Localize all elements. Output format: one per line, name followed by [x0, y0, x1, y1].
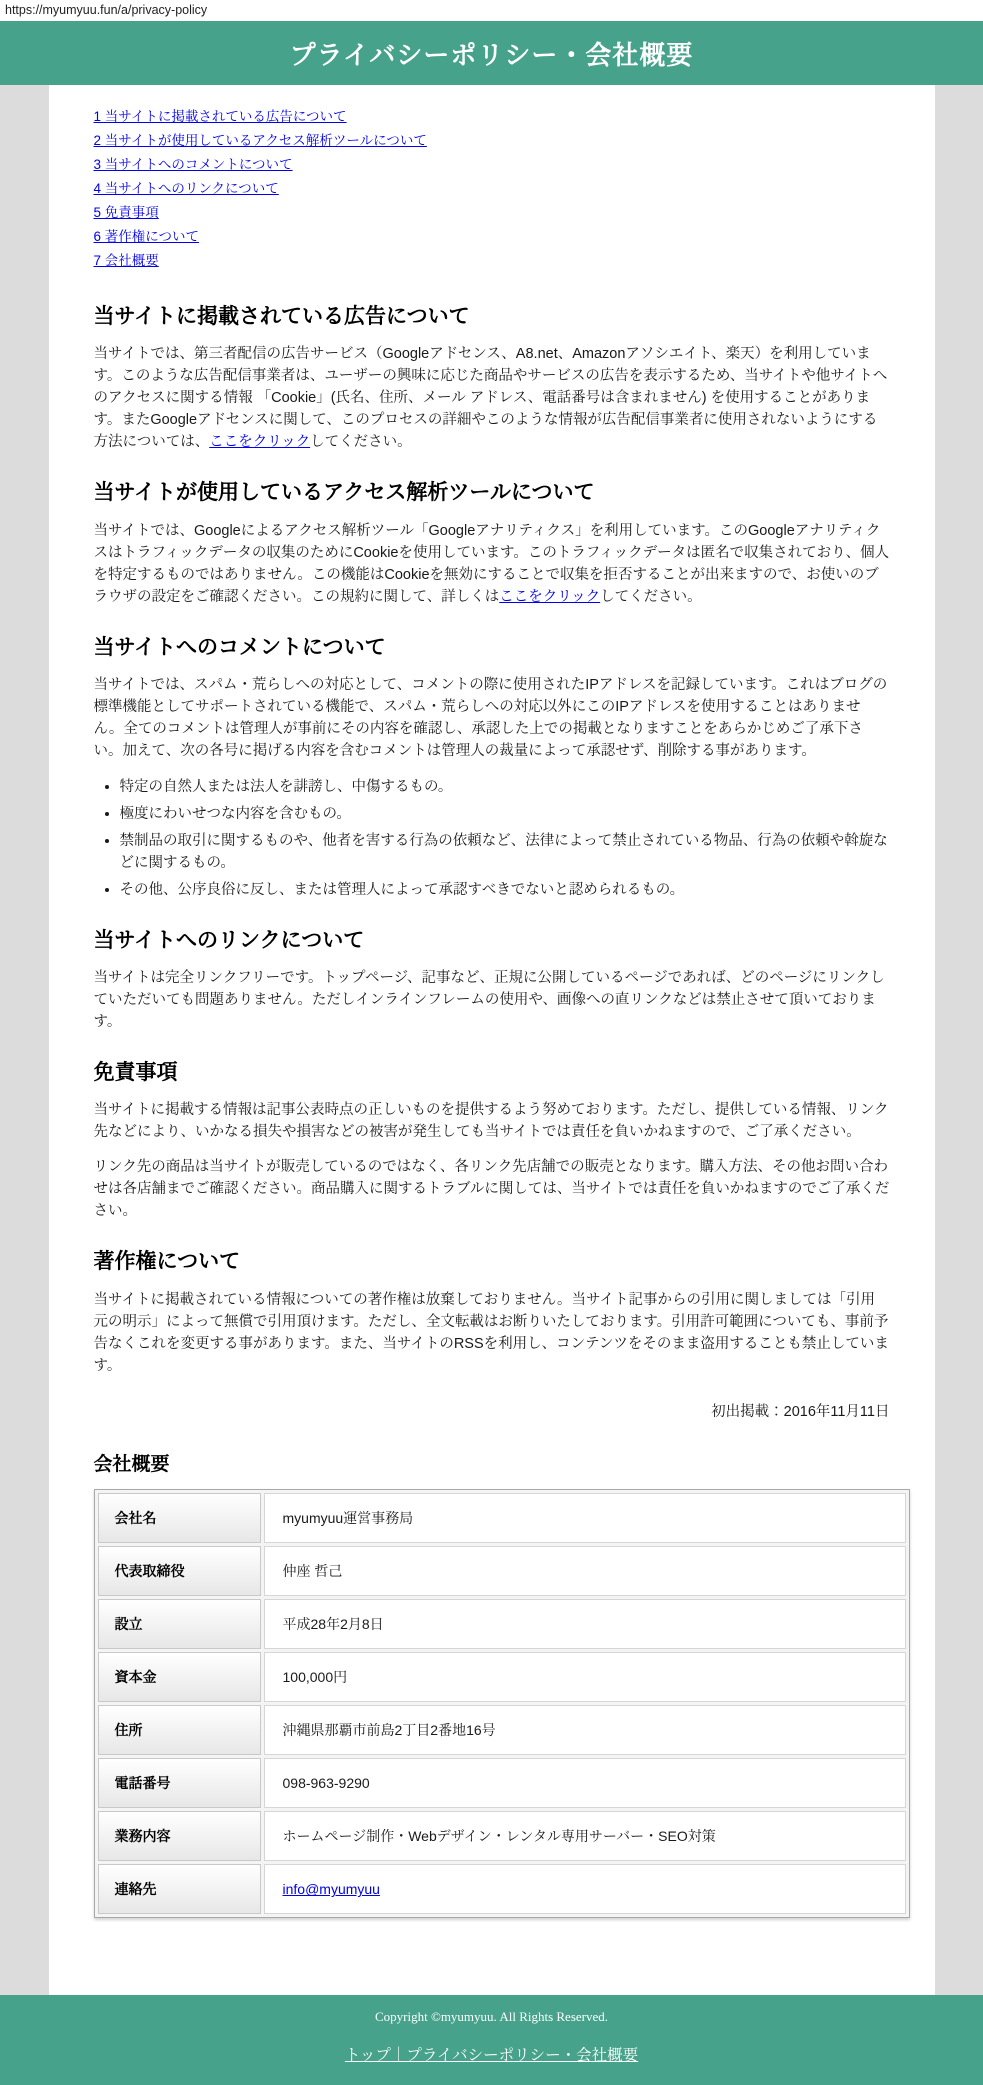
section-body-comments: 当サイトでは、スパム・荒らしへの対応として、コメントの際に使用されたIPアドレスを記録しています。これはブログの標準機能としてサポートされている機能で、スパム・荒らしへの対応以外にこのIPアドレスを使用することはありません。全てのコメントは管理人が事前にその内容を確認し、承認した上での掲載となりますことをあらかじめご了承下さい。加えて、次の各号に掲げる内容を含むコメントは管理人の裁量によって承認せず、削除する事があります。	[93, 676, 888, 759]
toc-link-company[interactable]: 7 会社概要	[93, 253, 159, 268]
company-field-label: 会社名	[98, 1493, 261, 1543]
disclaimer-paragraph-1: 当サイトに掲載する情報は記事公表時点の正しいものを提供するよう努めております。ただし、提供している情報、リンク先などにより、いかなる損失や損害などの被害が発生しても当サイトでは責任を負いかねますので、ご了承ください。	[93, 1102, 889, 1141]
company-field-label: 電話番号	[98, 1758, 261, 1808]
company-field-value: 098-963-9290	[264, 1758, 906, 1808]
site-footer	[0, 1995, 983, 2085]
company-field-label: 設立	[98, 1599, 261, 1649]
table-of-contents	[94, 105, 890, 277]
section-heading-comments: 当サイトへのコメントについて	[93, 635, 386, 659]
section-heading-ads: 当サイトに掲載されている広告について	[93, 305, 470, 328]
table-row	[98, 1546, 906, 1596]
first-published-date: 初出掲載：2016年11月11日	[711, 1403, 890, 1420]
analytics-text-before: 当サイトでは、Googleによるアクセス解析ツール「Googleアナリティクス」を利用しています。このGoogleアナリティクスはトラフィックデータの収集のためにCookieを使用しています。このトラフィックデータは匿名で収集されており、個人を特定するものではありません。この機能はCookieを無効にすることで収集を拒否することが出来ますので、お使いのブラウザの設定をご確認ください。この規約に関して、詳しくは	[93, 522, 890, 605]
contact-email-link[interactable]: info@myumyuu	[282, 1881, 380, 1898]
analytics-terms-link[interactable]: ここをクリック	[499, 588, 601, 605]
section-body-copyright: 当サイトに掲載されている情報についての著作権は放棄しておりません。当サイト記事からの引用に関しましては「引用元の明示」によって無償で引用頂けます。ただし、全文転載はお断りいたしております。引用許可範囲についても、事前予告なくこれを変更する事があります。また、当サイトのRSSを利用し、コンテンツをそのまま盗用することも禁止しています。	[93, 1291, 889, 1374]
toc-link-links[interactable]: 4 当サイトへのリンクについて	[93, 181, 279, 196]
ads-text-after: してください。	[310, 434, 412, 451]
ads-text-before: 当サイトでは、第三者配信の広告サービス（Googleアドセンス、A8.net、Amazonアソシエイト、楽天）を利用しています。このような広告配信事業者は、ユーザーの興味に応じた商品やサービスの広告を表示するため、当サイトや他サイトへのアクセスに関する情報 「Cookie」(氏名、住所、メール アドレス、電話番号は含まれません) を使用することがあります。またGoogleアドセンスに関して、このプロセスの詳細やこのような情報が広告配信事業者に使用されないようにする方法については、	[93, 346, 888, 451]
url-text: https://myumyuu.fun/a/privacy-policy	[5, 3, 208, 17]
company-field-value: myumyuu運営事務局	[264, 1493, 906, 1543]
url-bar	[0, 0, 983, 21]
list-item: • 禁制品の取引に関するものや、他者を害する行為の依頼など、法律によって禁止されている物品、行為の依頼や斡旋などに関するもの。	[120, 830, 890, 874]
toc-item	[94, 225, 890, 249]
company-field-value: 100,000円	[264, 1652, 906, 1702]
list-item: • 特定の自然人または法人を誹謗し、中傷するもの。	[120, 776, 890, 798]
company-field-label: 資本金	[98, 1652, 261, 1702]
company-field-label: 住所	[98, 1705, 261, 1755]
toc-item	[94, 201, 890, 225]
toc-item	[94, 177, 890, 201]
table-row	[98, 1493, 906, 1543]
company-field-label: 代表取締役	[98, 1546, 261, 1596]
table-row	[98, 1705, 906, 1755]
list-item: • その他、公序良俗に反し、または管理人によって承認すべきでないと認められるもの。	[120, 879, 890, 901]
toc-item	[94, 249, 890, 273]
table-row	[98, 1758, 906, 1808]
section-heading-copyright: 著作権について	[93, 1250, 241, 1274]
company-field-value: 平成28年2月8日	[264, 1599, 906, 1649]
company-info-table	[94, 1489, 910, 1918]
company-field-value: 沖縄県那覇市前島2丁目2番地16号	[264, 1705, 906, 1755]
footer-nav-link[interactable]: トップ｜プライバシーポリシー・会社概要	[344, 2047, 639, 2064]
table-row	[98, 1864, 906, 1914]
toc-item	[94, 129, 890, 153]
toc-link-copyright[interactable]: 6 著作権について	[93, 229, 199, 244]
footer-copyright: Copyright ©myumyuu. All Rights Reserved.	[374, 2009, 609, 2024]
section-body-analytics	[94, 520, 890, 608]
toc-link-comments[interactable]: 3 当サイトへのコメントについて	[93, 157, 293, 172]
table-row	[98, 1599, 906, 1649]
main-content	[49, 85, 935, 1995]
analytics-text-after: してください。	[600, 588, 702, 605]
toc-link-ads[interactable]: 1 当サイトに掲載されている広告について	[93, 109, 347, 124]
toc-link-disclaimer[interactable]: 5 免責事項	[93, 205, 159, 220]
company-field-label: 連絡先	[98, 1864, 261, 1914]
toc-item	[94, 105, 890, 129]
ads-optout-link[interactable]: ここをクリック	[209, 434, 311, 451]
table-row	[98, 1652, 906, 1702]
disclaimer-paragraph-2: リンク先の商品は当サイトが販売しているのではなく、各リンク先店舗での販売となります。購入方法、その他お問い合わせは各店舗までご確認ください。商品購入に関するトラブルに関しては、当サイトでは責任を負いかねますのでご了承ください。	[93, 1159, 890, 1220]
footer-nav	[0, 2043, 983, 2065]
section-heading-disclaimer: 免責事項	[93, 1061, 178, 1085]
list-item: • 極度にわいせつな内容を含むもの。	[120, 803, 890, 825]
section-heading-links: 当サイトへのリンクについて	[93, 928, 365, 952]
section-heading-company: 会社概要	[93, 1453, 170, 1475]
page-title: プライバシーポリシー・会社概要	[289, 39, 694, 70]
table-row	[98, 1811, 906, 1861]
company-field-value: 仲座 哲己	[264, 1546, 906, 1596]
toc-item	[94, 153, 890, 177]
comment-rules-list	[94, 776, 890, 901]
section-heading-analytics: 当サイトが使用しているアクセス解析ツールについて	[93, 481, 595, 505]
section-body-ads	[94, 343, 890, 453]
section-body-links: 当サイトは完全リンクフリーです。トップページ、記事など、正規に公開しているページであれば、どのページにリンクしていただいても問題ありません。ただしインラインフレームの使用や、画像への直リンクなどは禁止させて頂いております。	[93, 970, 885, 1031]
company-field-value	[264, 1864, 906, 1914]
company-field-value: ホームページ制作・Webデザイン・レンタル専用サーバー・SEO対策	[264, 1811, 906, 1861]
toc-link-analytics[interactable]: 2 当サイトが使用しているアクセス解析ツールについて	[93, 133, 427, 148]
site-header	[0, 21, 983, 85]
company-field-label: 業務内容	[98, 1811, 261, 1861]
